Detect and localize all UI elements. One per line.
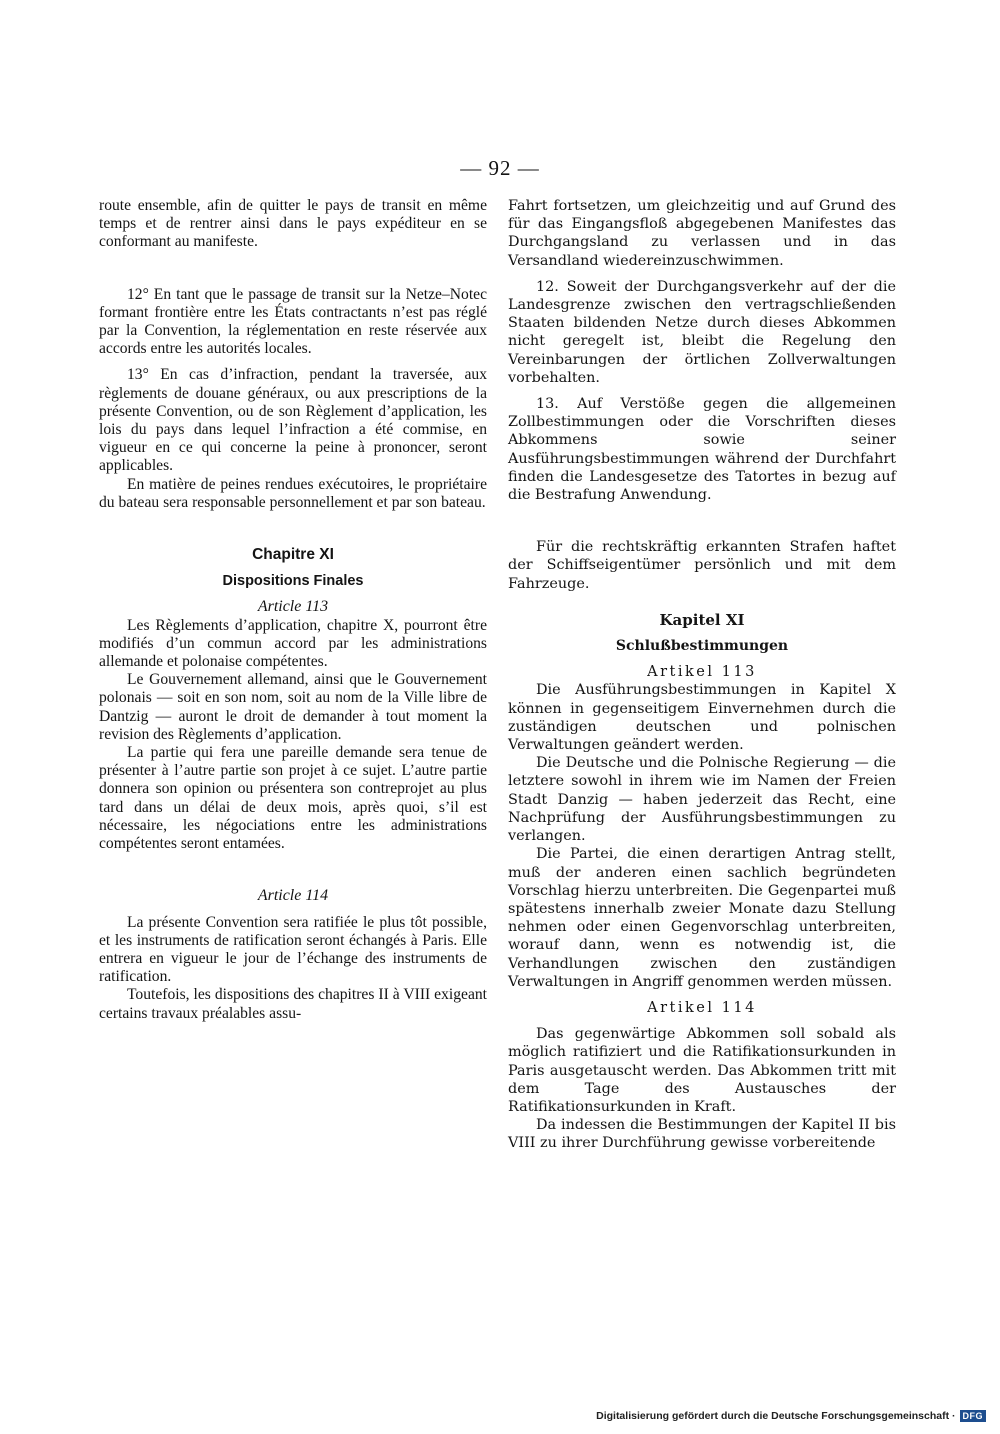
- dfg-logo: DFG: [960, 1410, 987, 1422]
- de-subchapter-title: Schlußbestimmungen: [615, 638, 789, 655]
- fr-paragraph-12: 12° En tant que le passage de transit sur la Netze–Notec formant frontière entre les États contractants n’est pas réglé par la Convention, la réglementation en reste réservée aux accords entre les autorités locales.: [99, 285, 487, 358]
- fr-article-113-p1: Les Règlements d’application, chapitre X, pourront être modifiés d’un commun accord par les administrations allemande et polonaise compétentes.: [99, 616, 487, 671]
- page-number: — 92 —: [460, 156, 540, 180]
- fr-chapter-title: Chapitre XI: [252, 546, 334, 564]
- fr-article-114-p1: La présente Convention sera ratifiée le plus tôt possible, et les instruments de ratification seront échangés à Paris. Elle entrera en vigueur le jour de l’échange des instruments de ratification.: [99, 913, 487, 986]
- de-intro-paragraph: Fahrt fortsetzen, um gleichzeitig und auf Grund des für das Eingangsfloß abgegebenen Manifestes das Durchgangsland zu verlassen und in das Versandland wiedereinzuschwimmen.: [508, 198, 896, 269]
- de-chapter-title: Kapitel XI: [659, 610, 745, 629]
- de-article-114-title: Artikel 114: [647, 999, 757, 1016]
- fr-article-113-p3: La partie qui fera une pareille demande sera tenue de présenter à l’autre partie son projet à ce sujet. L’autre partie donnera son opinion ou présentera son contreprojet au plus tard dans un délai de deux mois, après quoi, s’il est nécessaire, les négociations entre les administrations compétentes seront entamées.: [99, 744, 487, 853]
- footer-text: Digitalisierung gefördert durch die Deutsche Forschungsgemeinschaft ·: [596, 1410, 956, 1422]
- de-paragraph-13: 13. Auf Verstöße gegen die allgemeinen Zollbestimmungen oder die Vorschriften dieses Abkommens sowie seiner Ausführungsbestimmungen während der Durchfahrt finden die Landesgesetze des Tatortes in bezug auf die Bestrafung Anwendung.: [508, 396, 896, 504]
- de-article-113-p2: Die Deutsche und die Polnische Regierung — die letztere sowohl in ihrem wie im Namen der Freien Stadt Danzig — haben jederzeit das Recht, eine Nachprüfung der Ausführungsbestimmungen zu verlangen.: [508, 755, 896, 845]
- de-article-113-p3: Die Partei, die einen derartigen Antrag stellt, muß der anderen einen sachlich begründeten Vorschlag hierzu unterbreiten. Die Gegenpartei muß spätestens innerhalb zweier Monate dazu Stellung nehmen oder einen Gegenvorschlag unterbreiten, worauf dann, wenn es notwendig ist, die Verhandlungen zwischen den zuständigen Verwaltungen in Angriff genommen werden müssen.: [508, 846, 896, 990]
- digitization-footer: [596, 1410, 986, 1422]
- de-article-113-title: Artikel 113: [647, 664, 757, 681]
- fr-article-113-title: Article 113: [257, 598, 329, 616]
- fr-paragraph-13: 13° En cas d’infraction, pendant la traversée, aux règlements de douane généraux, ou aux prescriptions de la présente Convention, ou de son Règlement d’application, les lois du pays dans lequel l’infraction a été commise, en vigueur en ce qui concerne la peine à prononcer, seront applicables.: [99, 366, 487, 475]
- german-column: [508, 197, 896, 1153]
- de-article-113-p1: Die Ausführungsbestimmungen in Kapitel X können in gegenseitigem Einvernehmen durch die zuständigen deutschen und polnischen Verwaltungen geändert werden.: [508, 682, 896, 754]
- de-paragraph-13b: Für die rechtskräftig erkannten Strafen haftet der Schiffseigentümer persönlich und mit dem Fahrzeuge.: [508, 539, 896, 592]
- fr-paragraph-13b: En matière de peines rendues exécutoires, le propriétaire du bateau sera responsable personnellement et par son bateau.: [99, 475, 487, 511]
- de-paragraph-12: 12. Soweit der Durchgangsverkehr auf der die Landesgrenze zwischen den vertragschließenden Staaten bildenden Netze durch dieses Abkommen nicht geregelt ist, bleibt die Regelung den Vereinbarungen der örtlichen Zollverwaltungen vorbehalten.: [508, 278, 896, 386]
- fr-article-114-title: Article 114: [257, 887, 329, 905]
- fr-intro-paragraph: route ensemble, afin de quitter le pays de transit en même temps et de rentrer ainsi dans le pays expéditeur en se conformant au manifeste.: [99, 197, 487, 251]
- fr-subchapter-title: Dispositions Finales: [222, 573, 364, 590]
- de-article-114-p2: Da indessen die Bestimmungen der Kapitel II bis VIII zu ihrer Durchführung gewisse vorbereitende: [508, 1117, 896, 1152]
- fr-article-113-p2: Le Gouvernement allemand, ainsi que le Gouvernement polonais — soit en son nom, soit au nom de la Ville libre de Dantzig — auront le droit de demander à tout moment la revision des Règlements d’application.: [99, 671, 487, 743]
- french-column: [99, 197, 487, 1023]
- de-article-114-p1: Das gegenwärtige Abkommen soll sobald als möglich ratifiziert und die Ratifikationsurkunden in Paris ausgetauscht werden. Das Abkommen tritt mit dem Tage des Austausches der Ratifikationsurkunden in Kraft.: [508, 1026, 896, 1115]
- fr-article-114-p2: Toutefois, les dispositions des chapitres II à VIII exigeant certains travaux préalables assu-: [99, 986, 487, 1022]
